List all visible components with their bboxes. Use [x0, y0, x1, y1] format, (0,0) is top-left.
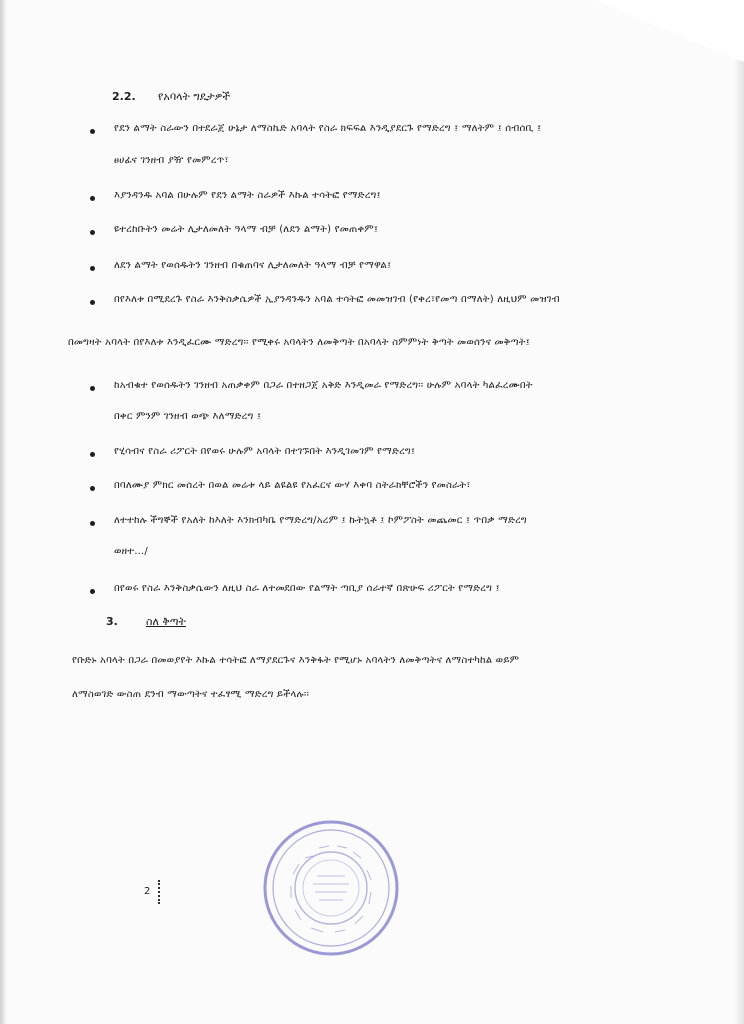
scan-edge-shadow: [0, 0, 6, 1024]
section-3-body-line: የቡድኑ አባላት በጋራ በመወያየት እኩል ተሳትፎ ለማያደርጉና እንቅፋት የሚሆኑ አባላትን ለመቅጣትና ለማስተካከል ወይም: [72, 655, 520, 666]
bullet-text-continued: ወዘተ…/: [114, 546, 148, 557]
bullet-text: ለተተከሉ ችግኞች የአለት ከእለት እንክብካቤ የማድረግ/አረም ፤ ኩትኳቶ ፤ ኮምፖስት መጨመር ፤ ጥበቃ ማድረግ: [114, 515, 527, 526]
bullet-text: ዩተረከቡትን መሬት ሊታለመለት ዓላማ ብቻ (ለደን ልማት) የመጠቀም፤: [114, 224, 379, 235]
bullet-marker: [90, 129, 95, 134]
bullet-text: የደን ልማት ስራውን በተደራጀ ሁኔታ ለማስኬድ አባላት የስራ ክፍፍል እንዲያደርጉ የማድረግ ፤ ማለትም ፤ ሰብሰቢ ፤: [114, 123, 542, 134]
bullet-text: በባለሙያ ምክር መሰረት በወል መሬቱ ላይ ልዩልዩ የአፈርና ውሃ እቀባ ስትራክቸሮችን የመስራት፣: [114, 480, 471, 491]
bullet-marker: [90, 230, 95, 235]
bullet-marker: [90, 521, 95, 526]
section-3-number: 3.: [106, 615, 118, 628]
bullet-marker: [90, 300, 95, 305]
folded-corner: [594, 0, 744, 62]
page-number-mark: [158, 880, 162, 904]
section-2-2-number: 2.2.: [112, 90, 136, 103]
bullet-marker: [90, 386, 95, 391]
bullet-text: ለደን ልማት የወሰዱትን ገንዘብ በቁጠባና ሊታለመለት ዓላማ ብቻ የማዋል፤: [114, 260, 392, 271]
bullet-marker: [90, 452, 95, 457]
bullet-text: የሂሳብና የስራ ሪፖርት በየወሩ ሁሉም አባላት በተገኙበት እንዲገመገም የማድረግ፤: [114, 446, 416, 457]
bullet-text: ከአብቁተ የወሰዱትን ገንዘብ አጠቃቀም በጋራ በተዘጋጀ አቅድ እንዲመራ የማድረግ፡፡ ሁሉም አባላት ካልፈረሙበት: [114, 380, 533, 391]
scan-right-shade: [734, 60, 744, 1024]
bullet-text-continued: ፀሀፊና ገንዘብ ያዥ የመምረጥ፣: [114, 155, 229, 166]
official-stamp: [261, 818, 401, 958]
bullet-text: በየእለቱ በሚደረጉ የስራ እንቅስቃሴዎች ኢያንዳንዱን አባል ተሳትፎ መመዝገብ (የቀረ፣የመጣ በማለት) ለዚህም መዝገብ: [114, 294, 560, 305]
bullet-marker: [90, 486, 95, 491]
bullet-text: በየወሩ የስራ እንቅስቃሴውን ለዚህ ስራ ለተመደበው የልማት ጣቢያ ሰራተኛ በጽሁፍ ሪፖርት የማድረግ ፤: [114, 583, 500, 594]
bullet-text: እያንዳንዱ አባል በሁሉም የደን ልማት ስራዎች እኩል ተሳትፎ የማድረግ፤: [114, 190, 381, 201]
page-number: 2: [144, 886, 151, 897]
section-2-2-title: የአባላት ግዴታዎች: [158, 90, 231, 103]
bullet-marker: [90, 196, 95, 201]
section-3-body-line: ለማስወገድ ውስጠ ደንብ ማውጣትና ተፈፃሚ ማድረግ ይችላሉ፡፡: [72, 689, 310, 700]
section-3-title: ስለ ቅጣት: [146, 615, 186, 628]
paragraph-continuation: በመግዛት አባላት በየእለቱ እንዲፈርሙ ማድረግ፡፡ የሚቀሩ አባላትን ለመቅጣት በአባላት ስምምነት ቅጣት መወሰንና መቅጣት፤: [68, 337, 530, 348]
bullet-marker: [90, 266, 95, 271]
bullet-text-continued: በቀር ምንም ገንዘብ ወጭ እለማድረግ ፤: [114, 411, 262, 422]
bullet-marker: [90, 589, 95, 594]
